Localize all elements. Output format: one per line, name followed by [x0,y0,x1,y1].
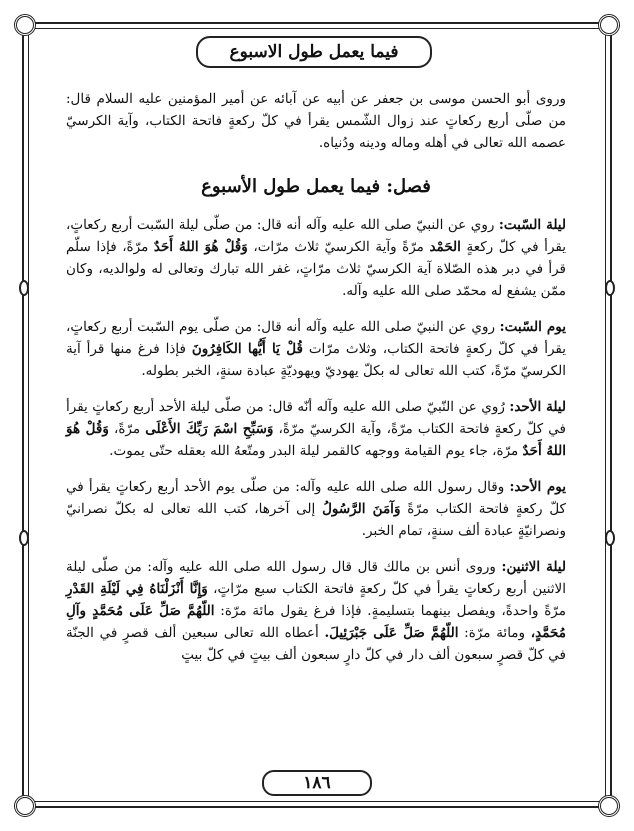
corner-ornament-bottom-left [14,795,36,817]
paragraph-label: يوم الأحد: [509,479,566,495]
paragraph-sunday-night: ليلة الأحد: رُوي عن النّبيّ صلى الله عليه وآله أنّه قال: من صلّى ليلة الأحد أربع ركعاتٍ يقرأ في كلّ ركعةٍ فاتحة الكتاب مرّةً، وآية الكرسيّ مرّةً، وَسَبِّحِ اسْمَ رَبِّكَ الأَعْلَى مرّةً، وَقُلْ هُوَ اللهُ أَحَدٌ مرّة، جاء يوم القيامة ووجهه كالقمر ليلة البدر ومتّعهُ الله بعقله حتّى يموت. [66,399,566,459]
side-ornament-left-1 [19,280,29,296]
paragraph-saturday-night: ليلة السّبت: روي عن النبيّ صلى الله عليه وآله أنه قال: من صلّى ليلة السّبت أربع ركعاتٍ، يقرأ في كلّ ركعةٍ الحَمْد مرّةً وآية الكرسيّ ثلاث مرّات، وَقُلْ هُوَ اللهُ أَحَدٌ مرّةً، فإذا سلّم قرأ في دبر هذه الصّلاة آية الكرسيّ ثلاث مرّاتٍ، غفر الله تبارك وتعالى له ولوالديه، وكان ممّن يشفع له محمّد صلى الله عليه وآله. [66,217,566,299]
quran-phrase: الحَمْد [429,239,461,255]
section-heading: فصل: فيما يعمل طول الأسبوع [201,176,431,197]
page-number [262,770,372,796]
quran-phrase: اللّهُمَّ صَلِّ عَلَى مُحَمَّدٍ وآلِ مُحَمَّدٍ، [66,603,566,641]
side-ornament-right-2 [605,530,615,546]
paragraph-label: ليلة السّبت: [498,217,566,233]
corner-ornament-top-right [598,14,620,36]
page-number-text: ١٨٦ [303,773,331,793]
side-ornament-right-1 [605,280,615,296]
side-ornament-left-2 [19,530,29,546]
quran-phrase: وَآمَنَ الرَّسُولُ [322,501,401,517]
header-title-text: فيما يعمل طول الاسبوع [229,42,399,62]
quran-phrase: اللّهُمَّ صَلِّ عَلَى جَبْرَئِيلَ. [324,625,459,641]
intro-paragraph: وروى أبو الحسن موسى بن جعفر عن أبيه عن آبائه عن أمير المؤمنين عليه السلام قال: من صلّى أربع ركعاتٍ عند زوال الشّمس يقرأ في كلّ ركعةٍ فاتحة الكتاب، وآية الكرسيّ عصمه الله تعالى في أهله وماله ودينه ودُنياه. [66,91,566,151]
paragraph-label: ليلة الاثنين: [501,559,566,575]
paragraph-monday-night: ليلة الاثنين: وروى أنس بن مالك قال قال رسول الله صلى الله عليه وآله: من صلّى ليلة الاثنين أربع ركعاتٍ يقرأ في كلّ ركعةٍ فاتحة الكتاب سبع مرّاتٍ، وَإِنَّا أَنْزَلْنَاهُ فِي لَيْلَةِ القَدْرِ مرّةً واحدةً، ويفصل بينهما بتسليمةٍ. فإذا فرغ يقول مائة مرّة: اللّهُمَّ صَلِّ عَلَى مُحَمَّدٍ وآلِ مُحَمَّدٍ، ومائة مرّة: اللّهُمَّ صَلِّ عَلَى جَبْرَئِيلَ. أعطاه الله تعالى سبعين ألف قصرٍ في الجنّة في كلّ قصرٍ سبعون ألف دار في كلّ دارٍ سبعون ألف بيتٍ في كلّ بيتٍ [66,559,566,663]
page-header-title [196,36,432,68]
corner-ornament-bottom-right [598,795,620,817]
paragraph-saturday-day: يوم السّبت: روي عن النبيّ صلى الله عليه وآله أنه قال: من صلّى يوم السّبت أربع ركعاتٍ، يقرأ في كلّ ركعةٍ فاتحة الكتاب، وثلاث مرّات قُلْ يَا أَيُّها الكَافِرُونَ فإذا فرغ منها قرأ آية الكرسيّ مرّةً، كتب الله تعالى له بكلّ يهوديّ ويهوديّةٍ عبادة سنةٍ، الخبر بطوله. [66,319,566,379]
quran-phrase: وَقُلْ هُوَ اللهُ أَحَدٌ [66,421,566,459]
corner-ornament-top-left [14,14,36,36]
quran-phrase: وَإِنَّا أَنْزَلْنَاهُ فِي لَيْلَةِ القَدْرِ [66,581,208,597]
page-content [66,88,566,680]
quran-phrase: وَقُلْ هُوَ اللهُ أَحَدٌ [153,239,248,255]
paragraph-label: ليلة الأحد: [509,399,566,415]
quran-phrase: قُلْ يَا أَيُّها الكَافِرُونَ [191,341,303,357]
quran-phrase: وَسَبِّحِ اسْمَ رَبِّكَ الأَعْلَى [145,421,274,437]
paragraph-sunday-day: يوم الأحد: وقال رسول الله صلى الله عليه وآله: من صلّى يوم الأحد أربع ركعاتٍ يقرأ في كلّ ركعةٍ فاتحة الكتاب مرّةً وَآمَنَ الرَّسُولُ إلى آخرها، كتب الله تعالى له بكلّ نصرانيّ ونصرانيّةٍ عبادة ألف سنةٍ، تمام الخبر. [66,479,566,539]
paragraph-label: يوم السّبت: [499,319,566,335]
